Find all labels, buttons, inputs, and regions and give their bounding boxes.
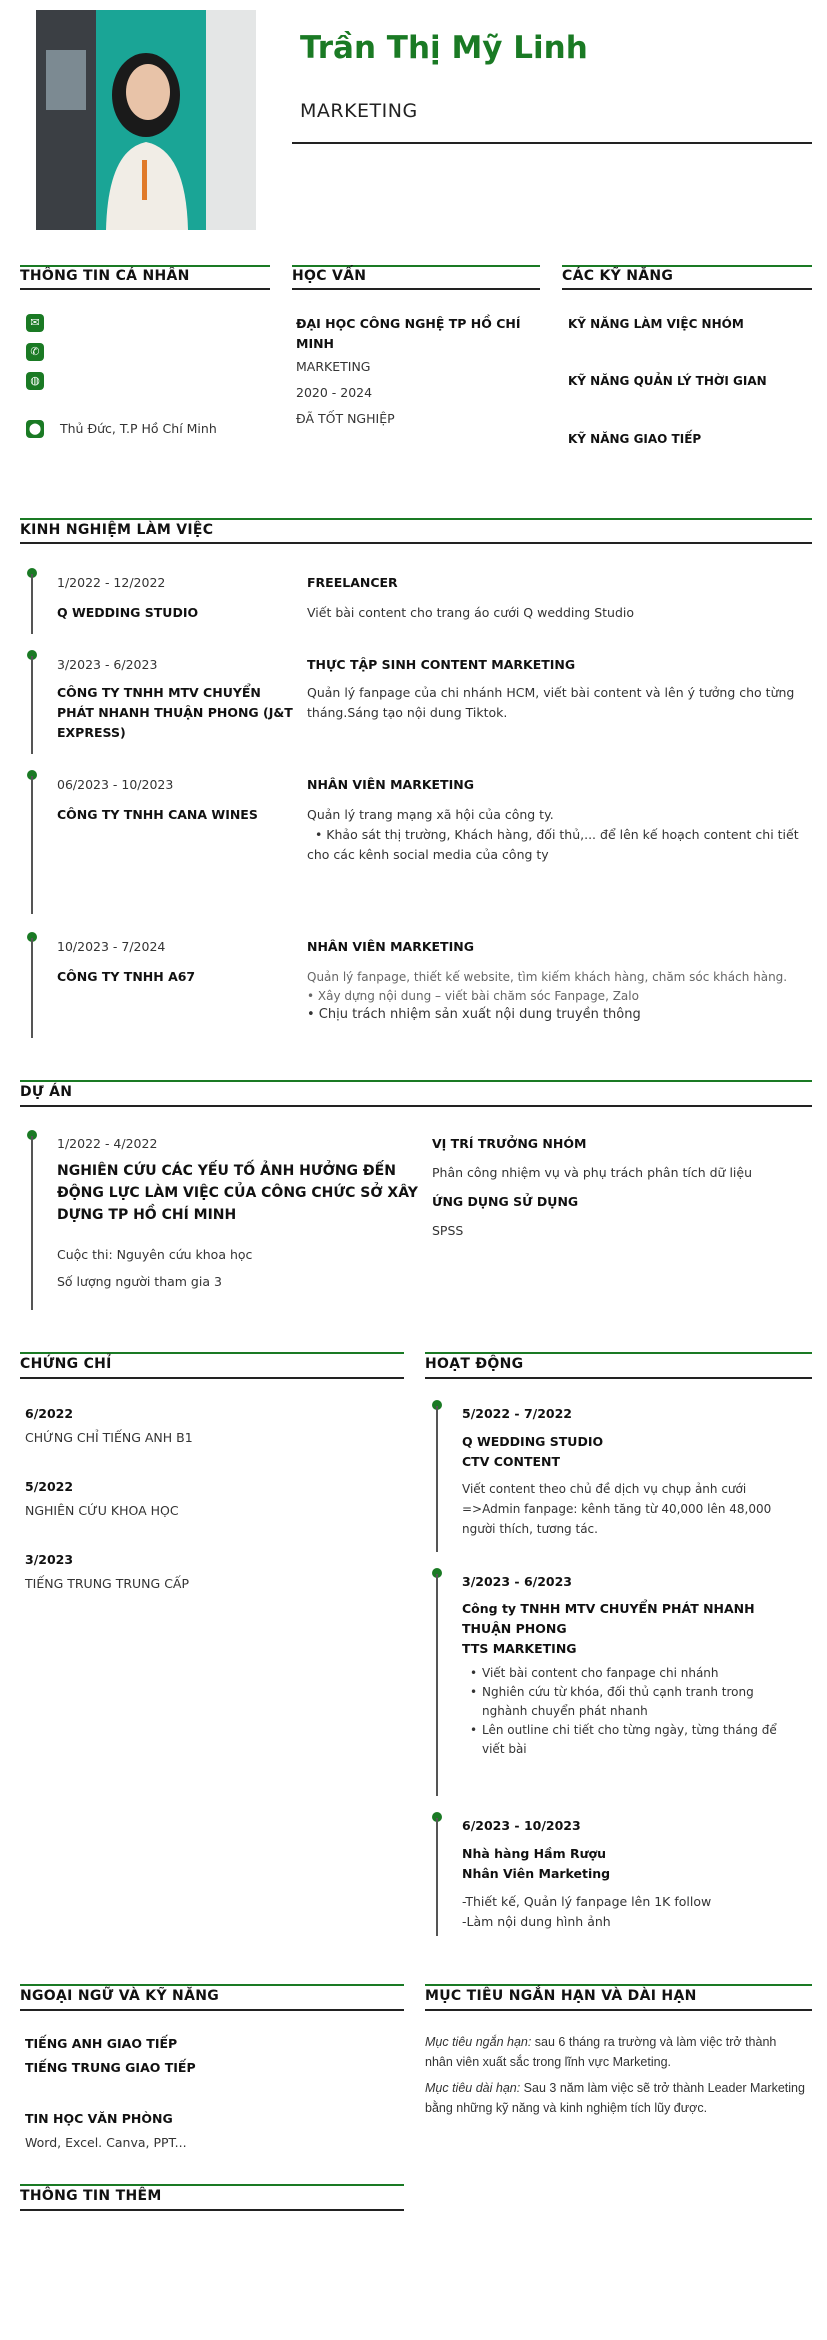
activity-org: Q WEDDING STUDIO <box>462 1434 604 1449</box>
more-info-title: THÔNG TIN THÊM <box>20 2188 162 2204</box>
short-term-text: sau 6 tháng ra trường và làm việc trở thành nhân viên xuất sắc trong lĩnh vực Marketing. <box>425 2035 777 2069</box>
personal-info-title: THÔNG TIN CÁ NHÂN <box>20 268 190 284</box>
project-name: NGHIÊN CỨU CÁC YẾU TỐ ẢNH HƯỞNG ĐẾN ĐỘNG LỰC LÀM VIỆC CỦA CÔNG CHỨC SỞ XÂY DỰNG TP HỒ CHÍ MINH <box>57 1163 418 1223</box>
experience-company: CÔNG TY TNHH MTV CHUYỂN PHÁT NHANH THUẬN PHONG (J&T EXPRESS) <box>57 685 293 740</box>
languages-title: NGOẠI NGỮ VÀ KỸ NĂNG <box>20 1988 220 2004</box>
personal-info-rule <box>20 288 270 290</box>
languages-rule-top <box>20 1984 404 1986</box>
activity-period: 6/2023 - 10/2023 <box>462 1818 581 1833</box>
long-term-text: Sau 3 năm làm việc sẽ trở thành Leader Marketing bằng những kỹ năng và kinh nghiệm tích lũy được. <box>425 2081 805 2115</box>
candidate-position: MARKETING <box>300 100 418 122</box>
certificate-name: NGHIÊN CỨU KHOA HỌC <box>25 1503 179 1518</box>
experience-period: 1/2022 - 12/2022 <box>57 575 166 590</box>
skills-rule <box>562 288 812 290</box>
list-item: • Nghiên cứu từ khóa, đối thủ cạnh tranh trong nghành chuyển phát nhanh <box>468 1683 802 1721</box>
project-contest: Cuộc thi: Nguyên cứu khoa học <box>57 1247 253 1262</box>
candidate-name: Trần Thị Mỹ Linh <box>300 30 588 66</box>
timeline-line <box>436 1406 438 1552</box>
timeline-line <box>31 1136 33 1310</box>
profile-photo <box>36 10 256 230</box>
activity-org: Nhà hàng Hầm Rượu <box>462 1846 606 1861</box>
experience-role: FREELANCER <box>307 575 398 590</box>
experience-company: CÔNG TY TNHH A67 <box>57 969 196 984</box>
project-role-label: VỊ TRÍ TRƯỞNG NHÓM <box>432 1136 587 1151</box>
language-item: TIẾNG ANH GIAO TIẾP <box>25 2036 178 2051</box>
it-skill-desc: Word, Excel. Canva, PPT... <box>25 2135 187 2150</box>
profile-photo-illustration <box>36 10 256 230</box>
experience-desc: Viết bài content cho trang áo cưới Q wedding Studio <box>307 605 635 620</box>
experience-period: 06/2023 - 10/2023 <box>57 777 174 792</box>
timeline-line <box>31 776 33 914</box>
experience-desc: • Khảo sát thị trường, Khách hàng, đối thủ,... để lên kế hoạch content chi tiết cho các kênh social media của công ty <box>307 827 803 862</box>
project-rule <box>20 1105 812 1107</box>
education-status: ĐÃ TỐT NGHIỆP <box>296 411 395 426</box>
project-role-desc: Phân công nhiệm vụ và phụ trách phân tích dữ liệu <box>432 1165 753 1180</box>
long-term-label: Mục tiêu dài hạn: <box>425 2081 521 2095</box>
it-skill-title: TIN HỌC VĂN PHÒNG <box>25 2111 173 2126</box>
experience-desc: Quản lý fanpage, thiết kế website, tìm kiếm khách hàng, chăm sóc khách hàng. <box>307 970 788 984</box>
project-tools-label: ỨNG DỤNG SỬ DỤNG <box>432 1194 579 1209</box>
experience-desc: • Chịu trách nhiệm sản xuất nội dung truyền thông <box>307 1007 641 1022</box>
certificate-date: 5/2022 <box>25 1479 74 1494</box>
address-text: Thủ Đức, T.P Hồ Chí Minh <box>60 421 217 436</box>
experience-role: THỰC TẬP SINH CONTENT MARKETING <box>307 657 576 672</box>
experience-rule <box>20 542 812 544</box>
activities-title: HOẠT ĐỘNG <box>425 1356 524 1372</box>
location-icon: ⬤ <box>26 420 44 438</box>
experience-desc: Quản lý trang mạng xã hội của công ty. <box>307 807 554 822</box>
objective-rule <box>425 2009 812 2011</box>
project-title: DỰ ÁN <box>20 1084 73 1100</box>
skill-item: KỸ NĂNG GIAO TIẾP <box>568 432 702 446</box>
project-members: Số lượng người tham gia 3 <box>57 1274 222 1289</box>
certificate-name: CHỨNG CHỈ TIẾNG ANH B1 <box>25 1430 193 1445</box>
certificates-rule <box>20 1377 404 1379</box>
timeline-line <box>436 1818 438 1936</box>
phone-icon: ✆ <box>26 343 44 361</box>
activities-rule <box>425 1377 812 1379</box>
activity-role: CTV CONTENT <box>462 1454 561 1469</box>
activity-desc: -Thiết kế, Quản lý fanpage lên 1K follow <box>462 1894 712 1909</box>
education-years: 2020 - 2024 <box>296 385 373 400</box>
certificate-name: TIẾNG TRUNG TRUNG CẤP <box>25 1576 190 1591</box>
objective-rule-top <box>425 1984 812 1986</box>
activity-role: Nhân Viên Marketing <box>462 1866 611 1881</box>
list-item: • Viết bài content cho fanpage chi nhánh <box>468 1664 802 1683</box>
email-icon: ✉ <box>26 314 44 332</box>
certificates-title: CHỨNG CHỈ <box>20 1356 112 1372</box>
timeline-line <box>31 656 33 754</box>
short-term-goal <box>425 2032 807 2072</box>
project-tools: SPSS <box>432 1223 464 1238</box>
experience-period: 3/2023 - 6/2023 <box>57 657 158 672</box>
education-rule-top <box>292 265 540 267</box>
list-item: • Lên outline chi tiết cho từng ngày, từng tháng để viết bài <box>468 1721 802 1759</box>
certificates-rule-top <box>20 1352 404 1354</box>
education-major: MARKETING <box>296 359 371 374</box>
short-term-label: Mục tiêu ngắn hạn: <box>425 2035 532 2049</box>
experience-rule-top <box>20 518 812 520</box>
activity-role: TTS MARKETING <box>462 1641 577 1656</box>
objective-title: MỤC TIÊU NGẮN HẠN VÀ DÀI HẠN <box>425 1988 697 2004</box>
timeline-line <box>436 1574 438 1796</box>
timeline-line <box>31 574 33 634</box>
skills-rule-top <box>562 265 812 267</box>
experience-desc: • Xây dựng nội dung – viết bài chăm sóc Fanpage, Zalo <box>307 989 639 1003</box>
long-term-goal <box>425 2078 807 2118</box>
experience-title: KINH NGHIỆM LÀM VIỆC <box>20 522 214 538</box>
timeline-line <box>31 938 33 1038</box>
activity-desc: Viết content theo chủ đề dịch vụ chụp ảnh cưới =>Admin fanpage: kênh tăng từ 40,000 lên 48,000 người thích, tương tác. <box>462 1482 772 1536</box>
activity-period: 3/2023 - 6/2023 <box>462 1574 572 1589</box>
experience-company: CÔNG TY TNHH CANA WINES <box>57 807 258 822</box>
experience-role: NHÂN VIÊN MARKETING <box>307 939 474 954</box>
experience-role: NHÂN VIÊN MARKETING <box>307 777 474 792</box>
project-period: 1/2022 - 4/2022 <box>57 1136 158 1151</box>
experience-company: Q WEDDING STUDIO <box>57 605 199 620</box>
activities-rule-top <box>425 1352 812 1354</box>
skill-item: KỸ NĂNG LÀM VIỆC NHÓM <box>568 317 744 331</box>
globe-icon: ◍ <box>26 372 44 390</box>
certificate-date: 3/2023 <box>25 1552 74 1567</box>
skill-item: KỸ NĂNG QUẢN LÝ THỜI GIAN <box>568 374 767 388</box>
experience-period: 10/2023 - 7/2024 <box>57 939 166 954</box>
activity-period: 5/2022 - 7/2022 <box>462 1406 572 1421</box>
school-name: ĐẠI HỌC CÔNG NGHỆ TP HỒ CHÍ MINH <box>296 316 521 351</box>
activity-bullets <box>468 1664 802 1759</box>
more-info-rule-top <box>20 2184 404 2186</box>
languages-rule <box>20 2009 404 2011</box>
more-info-rule <box>20 2209 404 2211</box>
personal-info-rule-top <box>20 265 270 267</box>
language-item: TIẾNG TRUNG GIAO TIẾP <box>25 2060 196 2075</box>
experience-desc: Quản lý fanpage của chi nhánh HCM, viết bài content và lên ý tưởng cho từng tháng.Sáng tạo nội dung Tiktok. <box>307 685 795 720</box>
activity-org: Công ty TNHH MTV CHUYỂN PHÁT NHANH THUẬN PHONG <box>462 1601 755 1636</box>
education-title: HỌC VẤN <box>292 268 367 284</box>
skills-title: CÁC KỸ NĂNG <box>562 268 674 284</box>
activity-desc: -Làm nội dung hình ảnh <box>462 1914 611 1929</box>
header-divider <box>292 142 812 144</box>
certificate-date: 6/2022 <box>25 1406 74 1421</box>
education-rule <box>292 288 540 290</box>
project-rule-top <box>20 1080 812 1082</box>
